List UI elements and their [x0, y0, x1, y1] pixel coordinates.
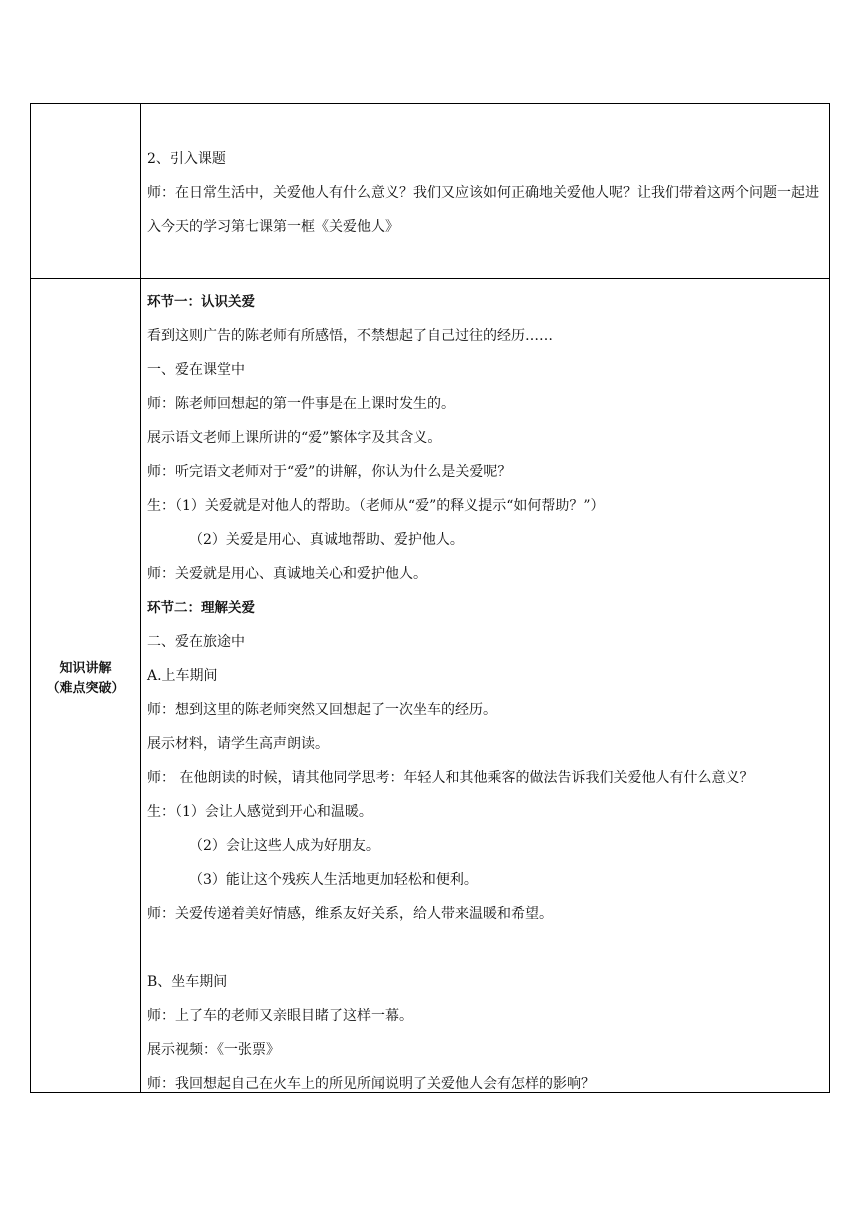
- text-line: 看到这则广告的陈老师有所感悟，不禁想起了自己过往的经历……: [147, 328, 553, 344]
- section-label-main: 知识讲解: [59, 661, 112, 676]
- text-line: 师：我回想起自己在火车上的所见所闻说明了关爱他人会有怎样的影响？: [147, 1076, 595, 1092]
- text-line: （2）会让这些人成为好朋友。: [189, 838, 380, 854]
- stage-two-heading: 环节二：理解关爱: [147, 600, 255, 616]
- subsection-heading: 二、爱在旅途中: [147, 634, 245, 650]
- blank-line: [147, 931, 823, 965]
- subsection-heading: 一、爱在课堂中: [147, 362, 245, 378]
- intro-cell: [147, 142, 823, 244]
- text-line: 生：（1）关爱就是对他人的帮助。（老师从“爱”的释义提示“如何帮助？”）: [147, 498, 605, 514]
- text-line: 师：想到这里的陈老师突然又回想起了一次坐车的经历。: [147, 702, 497, 718]
- text-line: 展示视频：《一张票》: [147, 1042, 280, 1058]
- row-divider: [31, 278, 829, 279]
- section-label-sub: （难点突破）: [46, 681, 125, 696]
- text-line: （2）关爱是用心、真诚地帮助、爱护他人。: [189, 532, 464, 548]
- subsection-label: A.上车期间: [147, 668, 218, 684]
- text-line: 师：听完语文老师对于“爱”的讲解，你认为什么是关爱呢？: [147, 464, 512, 480]
- intro-paragraph: 师：在日常生活中，关爱他人有什么意义？我们又应该如何正确地关爱他人呢？让我们带着这两个问题一起进入今天的学习第七课第一框《关爱他人》: [147, 185, 819, 235]
- text-line: 师：陈老师回想起的第一件事是在上课时发生的。: [147, 396, 455, 412]
- lesson-table: [30, 103, 830, 1093]
- column-divider: [140, 104, 141, 1092]
- stage-one-heading: 环节一：认识关爱: [147, 294, 255, 310]
- text-line: 展示语文老师上课所讲的“爱”繁体字及其含义。: [147, 430, 442, 446]
- text-line: 师：关爱传递着美好情感，维系友好关系，给人带来温暖和希望。: [147, 906, 553, 922]
- text-line: 生：（1）会让人感觉到开心和温暖。: [147, 804, 373, 820]
- text-line: 师：关爱就是用心、真诚地关心和爱护他人。: [147, 566, 427, 582]
- text-line: （3）能让这个残疾人生活地更加轻松和便利。: [189, 872, 478, 888]
- text-line: 师：上了车的老师又亲眼目睹了这样一幕。: [147, 1008, 413, 1024]
- intro-heading: 2、引入课题: [147, 151, 226, 167]
- text-line: 师： 在他朗读的时候，请其他同学思考：年轻人和其他乘客的做法告诉我们关爱他人有什么意义？: [147, 770, 754, 786]
- section-label: [31, 659, 140, 699]
- subsection-label: B、坐车期间: [147, 974, 228, 990]
- text-line: 展示材料，请学生高声朗读。: [147, 736, 329, 752]
- knowledge-cell: [147, 285, 823, 1101]
